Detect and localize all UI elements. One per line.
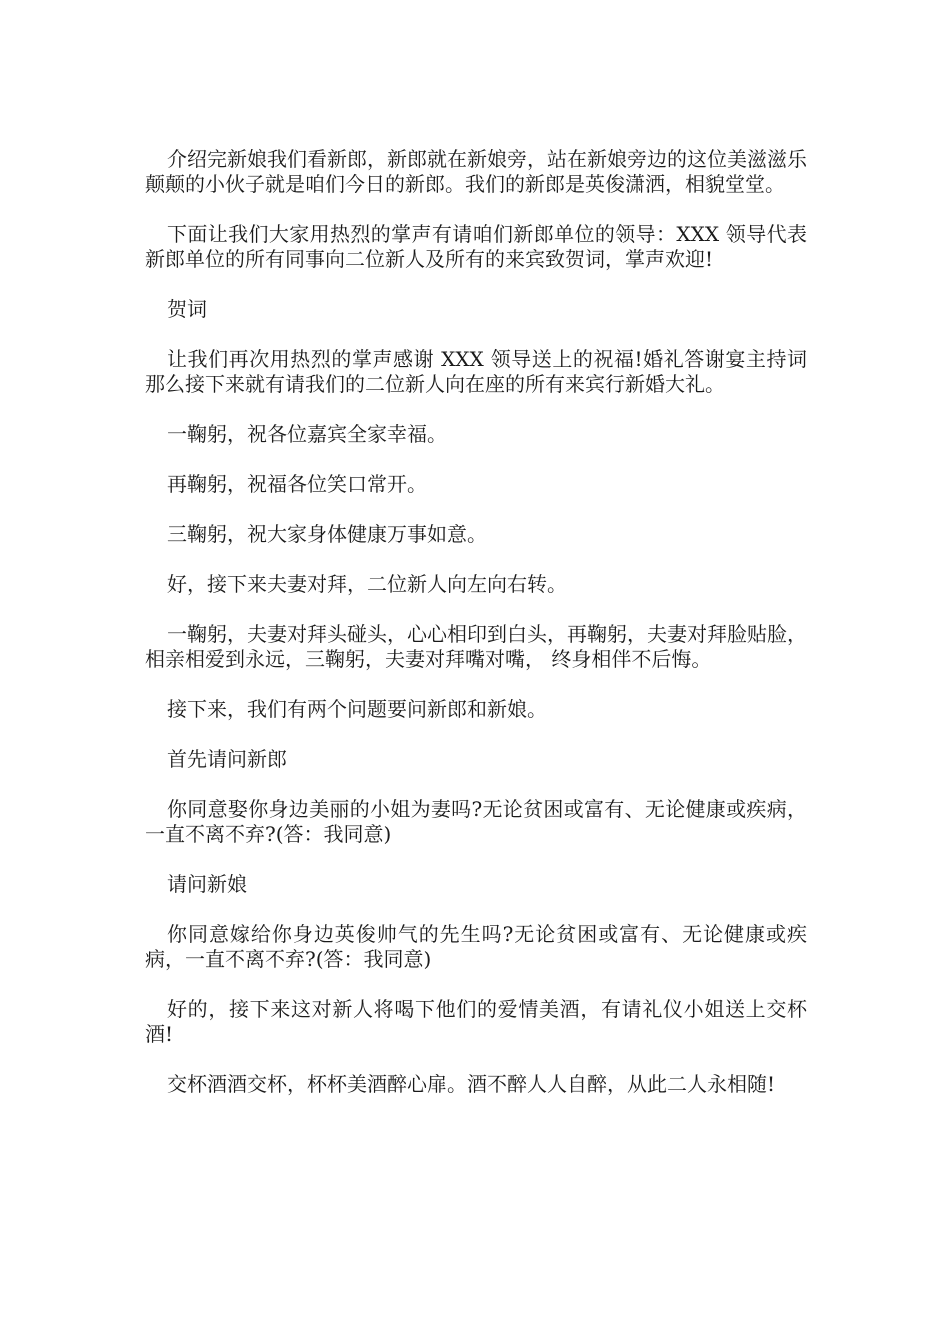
paragraph: 你同意娶你身边美丽的小姐为妻吗?无论贫困或富有、无论健康或疾病，一直不离不弃?(答：我同意) (145, 797, 807, 846)
paragraph: 好，接下来夫妻对拜，二位新人向左向右转。 (167, 572, 567, 596)
paragraph: 好的，接下来这对新人将喝下他们的爱情美酒，有请礼仪小姐送上交杯酒! (145, 997, 807, 1046)
paragraph: 交杯酒酒交杯，杯杯美酒醉心扉。酒不醉人人自醉，从此二人永相随! (167, 1072, 776, 1096)
paragraph: 接下来，我们有两个问题要问新郎和新娘。 (167, 697, 547, 721)
paragraph: 请问新娘 (167, 872, 247, 896)
paragraph: 贺词 (167, 297, 207, 321)
paragraph: 让我们再次用热烈的掌声感谢 XXX 领导送上的祝福!婚礼答谢宴主持词那么接下来就有请我们的二位新人向在座的所有来宾行新婚大礼。 (145, 347, 807, 396)
paragraph: 一鞠躬，夫妻对拜头碰头，心心相印到白头，再鞠躬，夫妻对拜脸贴脸，相亲相爱到永远，三鞠躬，夫妻对拜嘴对嘴， 终身相伴不后悔。 (145, 622, 807, 671)
paragraph: 再鞠躬，祝福各位笑口常开。 (167, 472, 427, 496)
document-page (145, 147, 807, 1122)
paragraph: 一鞠躬，祝各位嘉宾全家幸福。 (167, 422, 447, 446)
paragraph: 首先请问新郎 (167, 747, 287, 771)
paragraph: 你同意嫁给你身边英俊帅气的先生吗?无论贫困或富有、无论健康或疾病，一直不离不弃?(答：我同意) (145, 922, 807, 971)
paragraph: 下面让我们大家用热烈的掌声有请咱们新郎单位的领导：XXX 领导代表新郎单位的所有同事向二位新人及所有的来宾致贺词，掌声欢迎! (145, 222, 807, 271)
paragraph: 三鞠躬，祝大家身体健康万事如意。 (167, 522, 487, 546)
paragraph: 介绍完新娘我们看新郎，新郎就在新娘旁，站在新娘旁边的这位美滋滋乐颠颠的小伙子就是咱们今日的新郎。我们的新郎是英俊潇洒，相貌堂堂。 (145, 147, 807, 196)
